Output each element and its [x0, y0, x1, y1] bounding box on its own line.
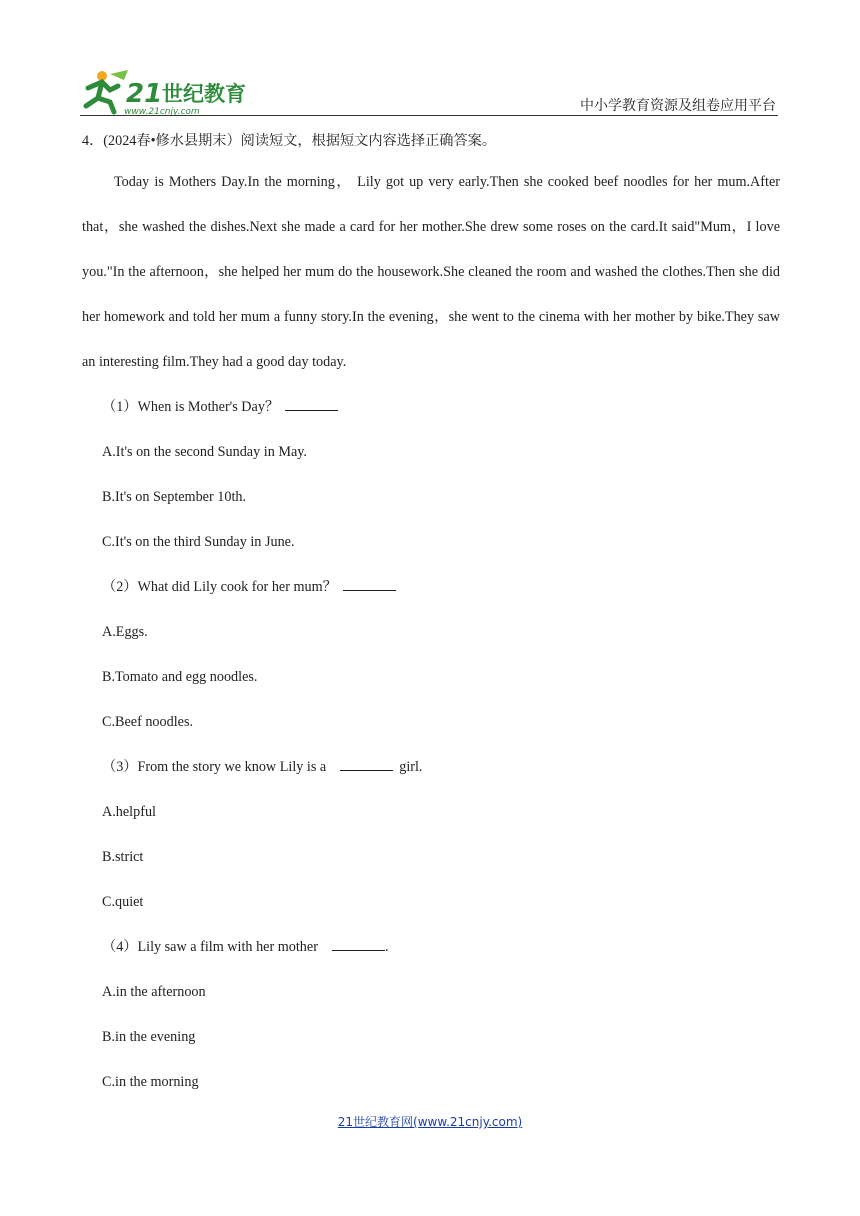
option-2a: A.Eggs.	[102, 624, 148, 640]
option-3c: C.quiet	[102, 894, 144, 910]
svg-text:世纪教育: 世纪教育	[162, 82, 246, 106]
option-2b: B.Tomato and egg noodles.	[102, 669, 258, 685]
stem-text: （3）From the story we know Lily is a	[102, 759, 327, 775]
answer-blank[interactable]	[285, 398, 338, 411]
header-platform-text: 中小学教育资源及组卷应用平台	[580, 98, 776, 114]
site-logo	[80, 66, 250, 118]
stem-text: （2）What did Lily cook for her mum？	[102, 579, 337, 595]
runner-icon	[86, 70, 128, 112]
answer-blank[interactable]	[340, 758, 393, 771]
option-1b: B.It's on September 10th.	[102, 489, 247, 505]
question-title: 4．(2024春•修水县期末）阅读短文，根据短文内容选择正确答案。	[82, 133, 497, 149]
question-stem-4: （4）Lily saw a film with her mother .	[102, 939, 389, 955]
answer-blank[interactable]	[332, 938, 385, 951]
option-3b: B.strict	[102, 849, 144, 865]
question-stem-2	[82, 565, 780, 610]
svg-text:www.21cnjy.com: www.21cnjy.com	[124, 107, 200, 117]
option-3a: A.helpful	[102, 804, 156, 820]
stem-text: （1）When is Mother's Day？	[102, 399, 280, 415]
option-1a: A.It's on the second Sunday in May.	[102, 444, 307, 460]
option-1c: C.It's on the third Sunday in June.	[102, 534, 295, 550]
svg-text:21: 21	[126, 79, 163, 109]
header-divider	[80, 115, 778, 116]
footer-link[interactable]: 21世纪教育网(www.21cnjy.com)	[337, 1115, 523, 1129]
answer-blank[interactable]	[343, 578, 396, 591]
option-2c: C.Beef noodles.	[102, 714, 194, 730]
question-stem-1	[82, 385, 780, 430]
option-4b: B.in the evening	[102, 1029, 196, 1045]
option-4c: C.in the morning	[102, 1074, 199, 1090]
reading-passage: Today is Mothers Day.In the morning， Lily got up very early.Then she cooked beef noodles for her mum.After that，she washed the dishes.Next she made a card for her mother.She drew some roses on the card.It said"Mum，I love you."In the afternoon，she helped her mum do the housework.She cleaned the room and washed the clothes.Then she did her homework and told her mum a funny story.In the evening，she went to the cinema with her mother by bike.They saw an interesting film.They had a good day today.	[82, 174, 780, 370]
option-4a: A.in the afternoon	[102, 984, 206, 1000]
question-content	[82, 128, 780, 1105]
stem-text: （4）Lily saw a film with her mother	[102, 939, 318, 955]
question-stem-3: （3）From the story we know Lily is a girl.	[102, 759, 423, 775]
